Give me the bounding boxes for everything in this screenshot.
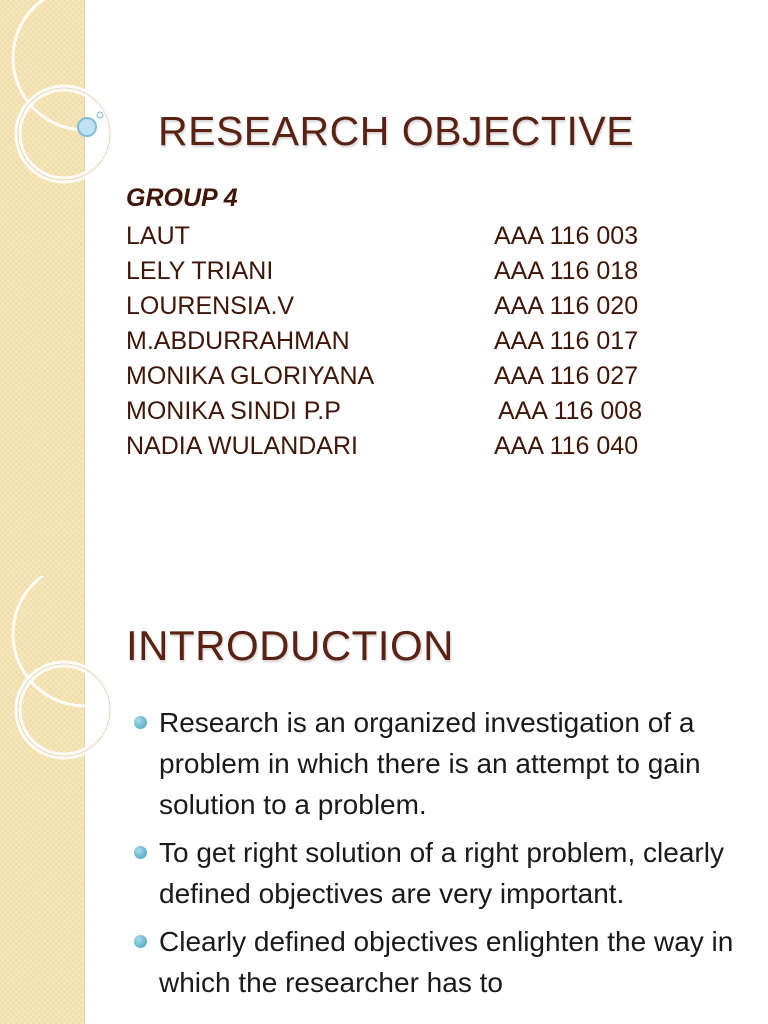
member-name: MONIKA SINDI P.P [126,397,341,425]
bullet-text: To get right solution of a right problem, clearly defined objectives are very important. [159,837,724,909]
bullet-dot-icon [134,935,147,948]
member-row [126,254,726,289]
list-item [134,832,754,914]
member-list [126,219,726,464]
decorative-circles-icon [0,576,120,786]
member-row [126,219,726,254]
member-id: AAA 116 018 [494,257,639,285]
member-id: AAA 116 027 [494,362,639,390]
member-name: MONIKA GLORIYANA [126,362,375,390]
member-id: AAA 116 017 [494,327,639,355]
bullet-text: Research is an organized investigation of a problem in which there is an attempt to gain solution to a problem. [159,707,701,820]
bullet-dot-icon [134,846,147,859]
slide-title: RESEARCH OBJECTIVE [158,108,635,154]
member-name: LELY TRIANI [126,257,274,285]
slide-title: INTRODUCTION [126,622,454,669]
member-name: M.ABDURRAHMAN [126,327,350,355]
bullet-dot-icon [134,716,147,729]
decorative-circles-icon [0,0,120,210]
member-id: AAA 116 008 [498,397,643,425]
member-row [126,359,726,394]
member-row [126,289,726,324]
member-row [126,394,726,429]
list-item [134,921,754,1003]
member-id: AAA 116 040 [494,432,639,460]
member-name: NADIA WULANDARI [126,432,358,460]
member-id: AAA 116 020 [494,292,639,320]
slide-introduction [0,576,768,1024]
member-row [126,429,726,464]
member-id: AAA 116 003 [494,222,639,250]
member-name: LAUT [126,222,190,250]
member-name: LOURENSIA.V [126,292,295,320]
group-label: GROUP 4 [126,184,238,212]
list-item [134,702,754,825]
member-row [126,324,726,359]
bullet-list [134,702,754,1010]
bullet-text: Clearly defined objectives enlighten the way in which the researcher has to [159,926,734,998]
